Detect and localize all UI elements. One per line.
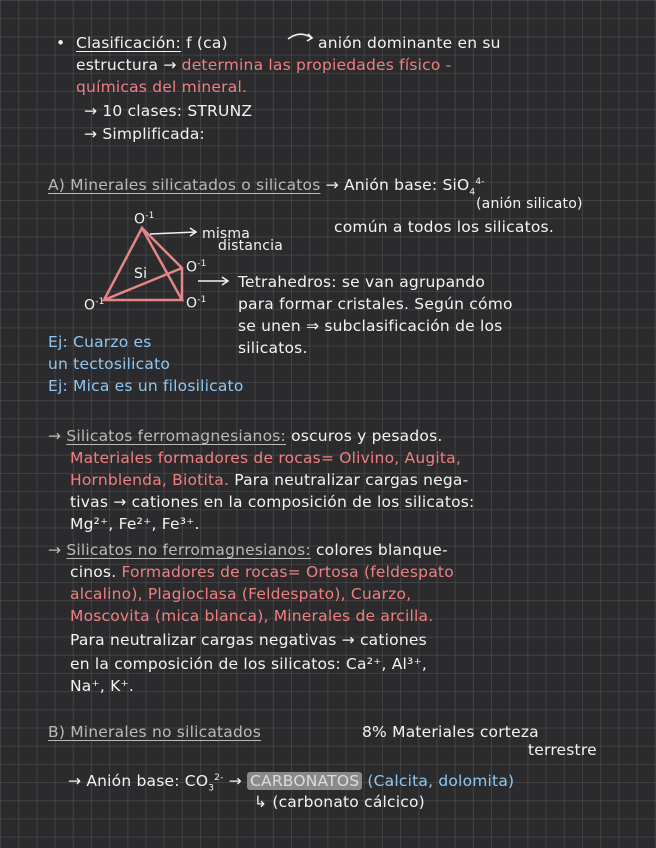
example-cuarzo-1: Ej: Cuarzo es (48, 333, 152, 351)
anion-dominante: anión dominante en su (318, 34, 501, 52)
return-arrow-icon: ↳ (254, 793, 268, 811)
oxygen-left: O (84, 297, 96, 314)
oxygen-mid: O (186, 259, 198, 276)
ferro-line3a: Hornblenda, Biotita. (70, 471, 230, 489)
diez-clases: 10 clases: STRUNZ (102, 102, 253, 120)
silicon-label: Si (134, 266, 148, 282)
ferro-line4: tivas → cationes en la composición de los silicatos: (70, 493, 475, 511)
arrow-icon: → (48, 427, 62, 445)
simplificada: Simplificada: (102, 125, 205, 143)
noferro-line7: Na⁺, K⁺. (70, 677, 135, 695)
distancia-label: distancia (218, 238, 283, 254)
ferro-heading: Silicatos ferromagnesianos: (66, 427, 286, 445)
ferro-heading-rest: oscuros y pesados. (291, 427, 443, 445)
tetra-line3: se unen ⇒ subclasificación de los (238, 317, 503, 335)
sub-3: 3 (208, 783, 215, 794)
anion-base-co3: Anión base: CO (86, 772, 209, 791)
example-mica: Ej: Mica es un filosilicato (48, 377, 244, 395)
ferro-line2: Materiales formadores de rocas= Olivino, Augita, (70, 449, 461, 467)
determina-text: determina las propiedades físico - (181, 56, 452, 74)
charge: -1 (95, 297, 105, 307)
arrow-icon: → (84, 125, 98, 143)
noferro-line3: alcalino), Plagioclasa (Feldespato), Cuarzo, (70, 585, 412, 603)
bullet: • (56, 34, 66, 52)
ferro-line5: Mg²⁺, Fe²⁺, Fe³⁺. (70, 515, 200, 533)
section-title: Clasificación: (76, 34, 181, 52)
noferro-line2a: cinos. (70, 563, 117, 581)
example-cuarzo-2: un tectosilicato (48, 355, 171, 373)
noferro-heading: Silicatos no ferromagnesianos: (66, 541, 311, 559)
noferro-line6: en la composición de los silicatos: Ca²⁺, Al³⁺, (70, 655, 427, 673)
arrow-icon: → (228, 772, 242, 791)
arrow-icon: → (163, 56, 177, 74)
tetra-line1: Tetrahedros: se van agrupando (238, 273, 486, 291)
anion-base: Anión base: SiO (343, 176, 470, 195)
noferro-line5: Para neutralizar cargas negativas → cationes (70, 631, 427, 649)
quimicas-text: químicas del mineral. (76, 78, 248, 96)
noferro-heading-rest: colores blanque- (315, 541, 448, 559)
estructura-text: estructura (76, 56, 159, 74)
carbonatos-highlight: CARBONATOS (247, 772, 362, 790)
heading-silicatos: A) Minerales silicatados o silicatos (48, 176, 321, 195)
charge: -1 (145, 211, 155, 221)
arrow-icon: → (68, 772, 82, 791)
arrow-icon (150, 232, 196, 234)
ferro-line3b: Para neutralizar cargas nega- (234, 471, 469, 489)
pct-corteza: 8% Materiales corteza (362, 723, 539, 741)
noferro-line2b: Formadores de rocas= Ortosa (feldespato (121, 563, 454, 581)
arrow-icon: → (84, 102, 98, 120)
comun-text: común a todos los silicatos. (334, 218, 554, 236)
charge: -1 (197, 295, 207, 305)
terrestre: terrestre (528, 741, 597, 759)
arrow-icon: → (48, 541, 62, 559)
sup-4minus: 4- (475, 177, 485, 187)
arrow-icon: → (325, 176, 339, 195)
noferro-line4: Moscovita (mica blanca), Minerales de arcilla. (70, 607, 434, 625)
heading-no-silicatos: B) Minerales no silicatados (48, 723, 261, 741)
tetra-line2: para formar cristales. Según cómo (238, 295, 513, 313)
sup-2minus: 2- (214, 773, 224, 783)
sub-4: 4 (469, 187, 476, 198)
calcita-dolomita: (Calcita, dolomita) (367, 772, 515, 791)
oxygen-right: O (186, 295, 198, 312)
f-ca: f (ca) (186, 34, 228, 52)
charge: -1 (197, 259, 207, 269)
tetra-line4: silicatos. (238, 339, 308, 357)
oxygen-top: O (134, 211, 146, 228)
carbonato-calcico: (carbonato cálcico) (272, 793, 425, 811)
misma-label: misma (202, 226, 251, 242)
anion-silicato: (anión silicato) (476, 196, 583, 212)
